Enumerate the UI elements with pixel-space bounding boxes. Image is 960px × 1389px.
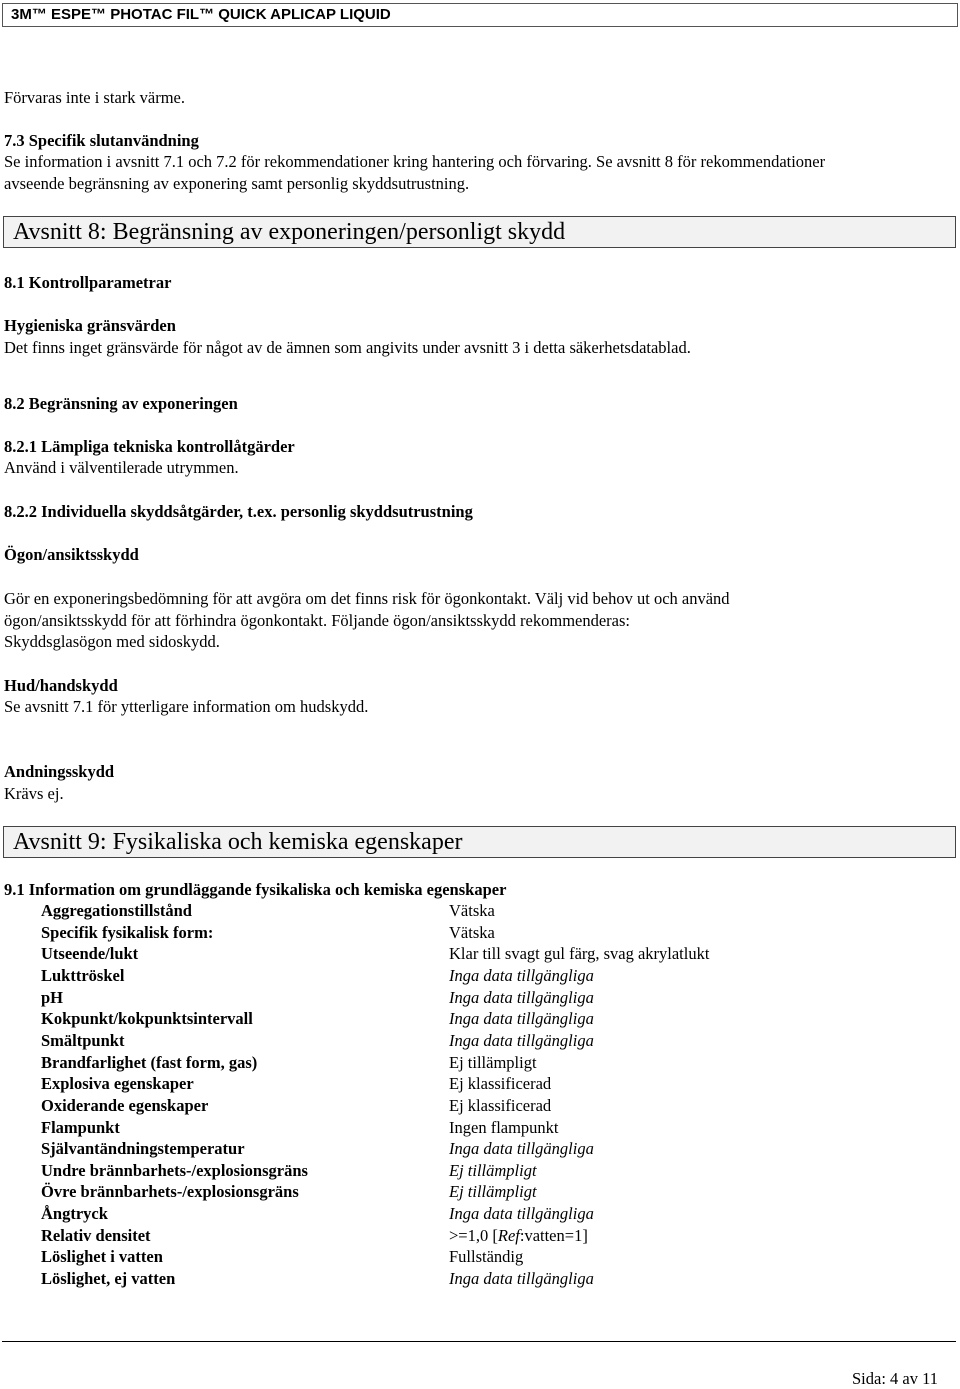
- property-label: Oxiderande egenskaper: [41, 1096, 209, 1115]
- property-label: Övre brännbarhets-/explosionsgräns: [41, 1182, 299, 1201]
- hygienic-limits-text: Det finns inget gränsvärde för något av de ämnen som angivits under avsnitt 3 i detta säkerhetsdatablad.: [4, 338, 691, 357]
- subsection-8-2-1-text: Använd i välventilerade utrymmen.: [4, 458, 239, 477]
- subsection-7-3-title: 7.3 Specifik slutanvändning: [4, 131, 199, 150]
- property-label: Relativ densitet: [41, 1226, 151, 1245]
- subsection-8-2-2-title: 8.2.2 Individuella skyddsåtgärder, t.ex. personlig skyddsutrustning: [4, 502, 473, 521]
- property-value: Ej klassificerad: [449, 1096, 552, 1115]
- property-value: Inga data tillgängliga: [449, 988, 594, 1007]
- property-value: Vätska: [449, 923, 495, 942]
- subsection-8-2-1-title: 8.2.1 Lämpliga tekniska kontrollåtgärder: [4, 437, 295, 456]
- subsection-7-3-text-line2: avseende begränsning av exponering samt personlig skyddsutrustning.: [4, 174, 470, 193]
- section-9-header: [3, 826, 956, 858]
- property-label: Smältpunkt: [41, 1031, 125, 1050]
- respiratory-protection-title: Andningsskydd: [4, 762, 115, 781]
- property-value: Inga data tillgängliga: [449, 1204, 594, 1223]
- property-value: Inga data tillgängliga: [449, 1031, 594, 1050]
- property-label: Lukttröskel: [41, 966, 125, 985]
- hygienic-limits-title: Hygieniska gränsvärden: [4, 316, 176, 335]
- property-value: Klar till svagt gul färg, svag akrylatlukt: [449, 944, 710, 963]
- property-label: Löslighet, ej vatten: [41, 1269, 176, 1288]
- eye-protection-title: Ögon/ansiktsskydd: [4, 545, 139, 564]
- property-value: Ej klassificerad: [449, 1074, 552, 1093]
- property-value: Vätska: [449, 901, 495, 920]
- property-label: pH: [41, 988, 64, 1007]
- respiratory-protection-text: Krävs ej.: [4, 784, 64, 803]
- property-value: Inga data tillgängliga: [449, 1269, 594, 1288]
- property-value: Ej tillämpligt: [449, 1053, 537, 1072]
- property-value: >=1,0 [Ref:vatten=1]: [449, 1226, 588, 1245]
- subsection-7-3-text-line1: Se information i avsnitt 7.1 och 7.2 för rekommendationer kring hantering och förvaring. Se avsnitt 8 för rekommendationer: [4, 152, 826, 171]
- property-label: Löslighet i vatten: [41, 1247, 163, 1266]
- property-value: Ingen flampunkt: [449, 1118, 559, 1137]
- property-label: Ångtryck: [41, 1204, 108, 1223]
- property-label: Aggregationstillstånd: [41, 901, 192, 920]
- property-label: Kokpunkt/kokpunktsintervall: [41, 1009, 253, 1028]
- subsection-9-1-title: 9.1 Information om grundläggande fysikaliska och kemiska egenskaper: [4, 880, 507, 899]
- subsection-8-2-title: 8.2 Begränsning av exponeringen: [4, 394, 238, 413]
- storage-note: Förvaras inte i stark värme.: [4, 88, 185, 107]
- property-label: Brandfarlighet (fast form, gas): [41, 1053, 258, 1072]
- property-label: Specifik fysikalisk form:: [41, 923, 214, 942]
- property-label: Självantändningstemperatur: [41, 1139, 245, 1158]
- property-value: Inga data tillgängliga: [449, 966, 594, 985]
- eye-protection-line3: Skyddsglasögon med sidoskydd.: [4, 632, 220, 651]
- section-8-title: Avsnitt 8: Begränsning av exponeringen/personligt skydd: [13, 219, 566, 245]
- property-value: Inga data tillgängliga: [449, 1139, 594, 1158]
- eye-protection-line1: Gör en exponeringsbedömning för att avgöra om det finns risk för ögonkontakt. Välj vid behov ut och använd: [4, 589, 730, 608]
- property-value: Ej tillämpligt: [449, 1182, 537, 1201]
- section-8-header: [3, 216, 956, 248]
- section-9-title: Avsnitt 9: Fysikaliska och kemiska egenskaper: [13, 829, 463, 855]
- property-value: Ej tillämpligt: [449, 1161, 537, 1180]
- property-label: Flampunkt: [41, 1118, 120, 1137]
- document-header: [2, 3, 958, 27]
- skin-protection-title: Hud/handskydd: [4, 676, 118, 695]
- footer-divider: [2, 1341, 956, 1342]
- property-value: Inga data tillgängliga: [449, 1009, 594, 1028]
- skin-protection-text: Se avsnitt 7.1 för ytterligare information om hudskydd.: [4, 697, 369, 716]
- property-label: Utseende/lukt: [41, 944, 139, 963]
- property-label: Explosiva egenskaper: [41, 1074, 194, 1093]
- product-title: 3M™ ESPE™ PHOTAC FIL™ QUICK APLICAP LIQUID: [11, 6, 391, 23]
- eye-protection-line2: ögon/ansiktsskydd för att förhindra ögonkontakt. Följande ögon/ansiktsskydd rekommenderas:: [4, 611, 630, 630]
- subsection-8-1-title: 8.1 Kontrollparametrar: [4, 273, 172, 292]
- property-label: Undre brännbarhets-/explosionsgräns: [41, 1161, 308, 1180]
- page-number: Sida: 4 av 11: [852, 1369, 939, 1388]
- property-value: Fullständig: [449, 1247, 524, 1266]
